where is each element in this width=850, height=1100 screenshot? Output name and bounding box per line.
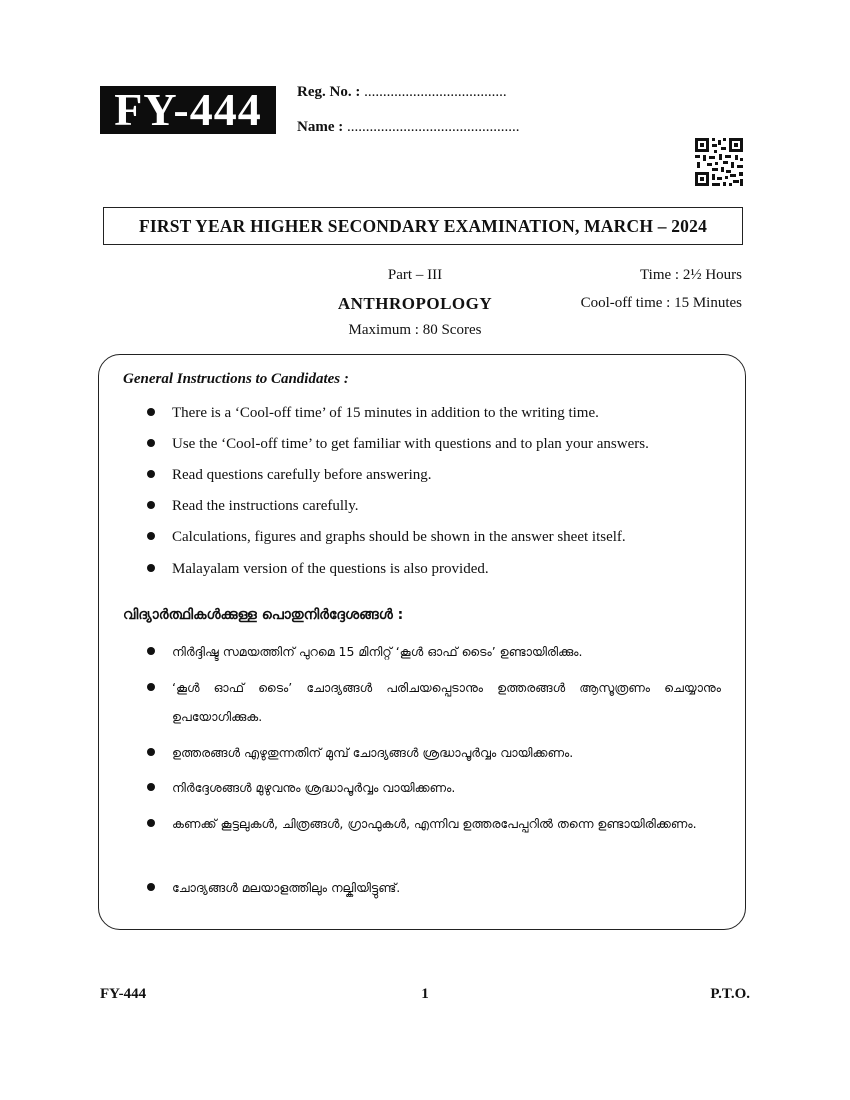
page-number: 1 [421, 986, 429, 1002]
malayalam-instruction-text: ‘കൂൾ ഓഫ് ടൈം’ ചോദ്യങ്ങൾ പരിചയപ്പെടാനും ഉത്തരങ്ങൾ ആസൂത്രണം ചെയ്യാനും ഉപയോഗിക്കുക. [172, 680, 721, 724]
bullet-icon [147, 470, 155, 478]
instruction-text: There is a ‘Cool-off time’ of 15 minutes in addition to the writing time. [172, 405, 599, 421]
exam-part: Part – III [387, 267, 443, 283]
instruction-text: Read the instructions carefully. [172, 498, 359, 514]
exam-title: FIRST YEAR HIGHER SECONDARY EXAMINATION, MARCH – 2024 [103, 207, 743, 245]
bullet-icon [147, 748, 155, 756]
bullet-icon [147, 683, 155, 691]
reg-number-line [297, 84, 507, 101]
bullet-icon [147, 819, 155, 827]
paper-code-badge: FY-444 [100, 86, 276, 134]
reg-number-blank: ...................................... [364, 84, 507, 100]
bullet-icon [147, 439, 155, 447]
malayalam-instruction-text: നിർദ്ദേശങ്ങൾ മുഴുവനും ശ്രദ്ധാപൂർവ്വം വായിക്കണം. [172, 780, 456, 795]
qr-code-icon [695, 138, 743, 186]
instruction-text: Use the ‘Cool-off time’ to get familiar with questions and to plan your answers. [172, 436, 649, 452]
exam-subject: ANTHROPOLOGY [337, 294, 493, 313]
bullet-icon [147, 564, 155, 572]
malayalam-instruction-text: നിർദ്ദിഷ്ട സമയത്തിന് പുറമെ 15 മിനിറ്റ് ‘കൂൾ ഓഫ് ടൈം’ ഉണ്ടായിരിക്കും. [172, 644, 583, 659]
please-turn-over: P.T.O. [710, 986, 750, 1002]
bullet-icon [147, 408, 155, 416]
cooloff-time: Cool-off time : 15 Minutes [580, 295, 742, 311]
malayalam-instruction-text: കണക്ക് കൂട്ടലുകൾ, ചിത്രങ്ങൾ, ഗ്രാഫുകൾ, എന്നിവ ഉത്തരപേപ്പറിൽ തന്നെ ഉണ്ടായിരിക്കണം. [172, 816, 697, 831]
instructions-box [98, 354, 746, 930]
malayalam-instruction-text: ഉത്തരങ്ങൾ എഴുതുന്നതിന് മുമ്പ് ചോദ്യങ്ങൾ ശ്രദ്ധാപൂർവ്വം വായിക്കണം. [172, 745, 574, 760]
instruction-text: Read questions carefully before answering. [172, 467, 432, 483]
instructions-heading: General Instructions to Candidates : [123, 371, 349, 387]
name-label: Name : [297, 119, 344, 135]
malayalam-instructions-heading: വിദ്യാർത്ഥികൾക്കുള്ള പൊതുനിർദ്ദേശങ്ങൾ : [123, 607, 404, 623]
malayalam-instruction-text: ചോദ്യങ്ങൾ മലയാളത്തിലും നല്കിയിട്ടുണ്ട്. [172, 880, 401, 895]
instruction-text: Malayalam version of the questions is also provided. [172, 561, 489, 577]
name-line [297, 119, 519, 136]
bullet-icon [147, 532, 155, 540]
maximum-scores: Maximum : 80 Scores [348, 322, 482, 338]
bullet-icon [147, 783, 155, 791]
name-blank: .............................................. [346, 119, 520, 135]
bullet-icon [147, 501, 155, 509]
bullet-icon [147, 647, 155, 655]
reg-number-label: Reg. No. : [297, 84, 361, 100]
instruction-text: Calculations, figures and graphs should be shown in the answer sheet itself. [172, 529, 626, 545]
exam-time: Time : 2½ Hours [640, 267, 742, 283]
footer-paper-code: FY-444 [100, 986, 147, 1002]
bullet-icon [147, 883, 155, 891]
